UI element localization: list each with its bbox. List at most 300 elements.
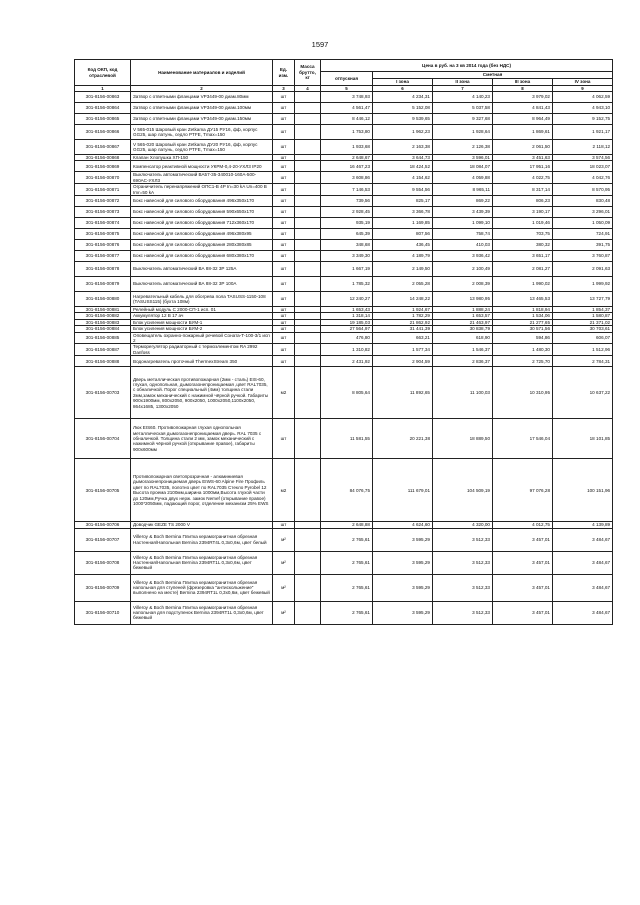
cell-z4: 18 023,07 [553,161,613,172]
cell-z3: 30 571,56 [493,326,553,332]
cell-z2: 4 140,23 [433,92,493,103]
table-row [75,344,613,356]
table-row [75,367,613,419]
table-row [75,459,613,522]
cell-code: 301-8156-00880 [75,292,131,307]
cell-z3: 3 979,02 [493,92,553,103]
cell-z4: 21 371,02 [553,319,613,325]
cell-release: 739,56 [321,196,373,207]
cell-z2: 3 596,01 [433,155,493,161]
cell-z2: 3 512,33 [433,551,493,574]
cell-z3: 806,23 [493,196,553,207]
cell-name: Бокс навесной для силового оборудования 712х360х170 [131,218,273,229]
cell-z3: 1 534,06 [493,313,553,319]
cell-release: 2 648,67 [321,155,373,161]
col-header-code: Код ОКП, код отраслевой [75,60,131,86]
col-header-name: Наименование материалов и изделий [131,60,273,86]
cell-z2: 3 512,33 [433,574,493,601]
cell-name: Выключатель автоматический ВА 88-32 3Р 125А [131,262,273,277]
cell-z3: 3 457,01 [493,528,553,551]
column-number: 9 [553,86,613,92]
cell-release: 2 928,45 [321,207,373,218]
cell-release: 348,68 [321,240,373,251]
cell-code: 301-8156-00865 [75,114,131,125]
cell-mass [295,114,321,125]
cell-z4: 1 512,96 [553,344,613,356]
cell-z2: 9 327,68 [433,114,493,125]
cell-unit: шт [273,307,295,313]
table-row [75,196,613,207]
cell-z3: 97 076,28 [493,459,553,522]
cell-z2: 1 928,64 [433,125,493,140]
cell-mass [295,218,321,229]
cell-z2: 13 980,95 [433,292,493,307]
cell-z2: 104 509,19 [433,459,493,522]
cell-z4: 724,91 [553,229,613,240]
col-header-zone3: III зона [493,79,553,86]
cell-z1: 3 644,73 [373,155,433,161]
cell-z3: 2 061,50 [493,140,553,155]
cell-z1: 3 366,78 [373,207,433,218]
cell-z4: 3 296,01 [553,207,613,218]
table-row [75,332,613,344]
cell-name: V 565-015 Шаровый кран Zetkama ДУ15 PУ16, фф, корпус GG25, шар латунь, седло PTFE, Tmax=150 [131,125,273,140]
cell-z3: 3 190,17 [493,207,553,218]
cell-z1: 2 163,38 [373,140,433,155]
cell-unit: шт [273,140,295,155]
cell-mass [295,196,321,207]
cell-z3: 703,75 [493,229,553,240]
cell-mass [295,125,321,140]
price-table [74,59,613,625]
cell-z3: 4 012,75 [493,522,553,528]
cell-mass [295,184,321,196]
cell-z1: 1 577,34 [373,344,433,356]
cell-release: 27 564,97 [321,326,373,332]
cell-z1: 20 221,38 [373,419,433,459]
cell-code: 301-8156-00881 [75,307,131,313]
cell-release: 3 748,93 [321,92,373,103]
table-row [75,551,613,574]
cell-z3: 8 317,14 [493,184,553,196]
cell-z4: 8 570,95 [553,184,613,196]
cell-z2: 1 888,24 [433,307,493,313]
cell-unit: шт [273,326,295,332]
cell-unit: шт [273,277,295,292]
column-number: 4 [295,86,321,92]
cell-z3: 4 841,43 [493,103,553,114]
cell-unit: м² [273,551,295,574]
cell-name: Терморегулятор радиаторный с термоэлементом RA 2992 Danfoss [131,344,273,356]
table-row [75,140,613,155]
cell-z1: 111 679,01 [373,459,433,522]
table-row [75,207,613,218]
cell-name: Бокс навесной для силового оборудования 280х380х85 [131,240,273,251]
cell-unit: шт [273,125,295,140]
table-row [75,601,613,624]
cell-z3: 10 310,95 [493,367,553,419]
cell-release: 2 765,61 [321,528,373,551]
cell-z4: 606,07 [553,332,613,344]
cell-release: 2 765,61 [321,551,373,574]
cell-name: Затвор с ответными фланцами VP3449-00 диам.150мм [131,114,273,125]
cell-unit: шт [273,184,295,196]
cell-name: V 565-020 Шаровый кран Zetkama ДУ20 PУ16, фф, корпус GG25, шар латунь, седло PTFE, Tmax=150 [131,140,273,155]
cell-release: 3 608,86 [321,172,373,184]
cell-release: 1 933,68 [321,140,373,155]
cell-release: 476,80 [321,332,373,344]
col-header-price: Цена в руб. на 3 кв 2014 года (без НДС) [321,60,613,72]
cell-release: 1 667,19 [321,262,373,277]
cell-z2: 11 100,03 [433,367,493,419]
cell-z2: 1 546,37 [433,344,493,356]
cell-code: 301-8156-00863 [75,92,131,103]
cell-name: Villeroy & Boch Bernina Плитка керамогранитная обрезная Настенная/Напольная Bernina 2394RT1L 0,3х0,6м, цвет бежевый [131,551,273,574]
cell-release: 16 467,23 [321,161,373,172]
cell-unit: шт [273,161,295,172]
table-row [75,161,613,172]
cell-mass [295,367,321,419]
cell-z1: 3 595,29 [373,574,433,601]
cell-z3: 1 480,30 [493,344,553,356]
table-row [75,184,613,196]
cell-release: 1 753,80 [321,125,373,140]
cell-z4: 13 727,79 [553,292,613,307]
cell-z2: 2 836,37 [433,356,493,367]
cell-mass [295,344,321,356]
cell-z4: 1 854,37 [553,307,613,313]
table-body [75,86,613,625]
cell-z4: 4 062,59 [553,92,613,103]
cell-code: 301-8156-00867 [75,140,131,155]
cell-mass [295,551,321,574]
cell-z3: 3 457,01 [493,601,553,624]
cell-code: 301-8156-00884 [75,326,131,332]
cell-code: 301-8156-00710 [75,601,131,624]
cell-z1: 3 595,29 [373,551,433,574]
cell-z2: 618,90 [433,332,493,344]
cell-code: 301-8156-00873 [75,207,131,218]
col-header-zone4: IV зона [553,79,613,86]
cell-code: 301-8156-00705 [75,459,131,522]
cell-z1: 14 248,22 [373,292,433,307]
cell-mass [295,229,321,240]
cell-release: 1 653,43 [321,307,373,313]
cell-z2: 21 463,97 [433,319,493,325]
cell-name: Villeroy & Boch Bernina Плитка керамогранитная обрезная Настенная/Напольная Bernina 2394RT4L 0,3х0,6м, цвет белый [131,528,273,551]
cell-z2: 30 838,79 [433,326,493,332]
cell-z1: 2 149,50 [373,262,433,277]
cell-code: 301-8156-00870 [75,172,131,184]
cell-name: Клапан Хлопушка ХП-150 [131,155,273,161]
cell-z1: 5 152,08 [373,103,433,114]
cell-z1: 21 862,92 [373,319,433,325]
cell-code: 301-8156-00708 [75,551,131,574]
cell-unit: шт [273,114,295,125]
cell-z3: 3 451,63 [493,155,553,161]
cell-z3: 13 465,53 [493,292,553,307]
cell-mass [295,574,321,601]
cell-unit: шт [273,313,295,319]
table-row [75,92,613,103]
cell-z1: 663,21 [373,332,433,344]
cell-z2: 4 320,00 [433,522,493,528]
page-number: 1597 [311,40,329,49]
cell-z1: 9 539,65 [373,114,433,125]
cell-z1: 18 424,52 [373,161,433,172]
cell-z4: 4 042,76 [553,172,613,184]
table-row [75,103,613,114]
cell-release: 11 581,55 [321,419,373,459]
cell-unit: шт [273,92,295,103]
cell-z2: 1 099,10 [433,218,493,229]
cell-mass [295,140,321,155]
column-number: 3 [273,86,295,92]
cell-unit: м2 [273,367,295,419]
cell-name: Компенсатор реактивной мощности УКРМ-0,4-20-УХЛ3 IP20 [131,161,273,172]
cell-z3: 594,86 [493,332,553,344]
cell-name: Villeroy & Boch Bernina Плитка керамогранитная обрезная напольная для подступенок Bernina 2394RT1L 0,3х0,6м, цвет бежевый [131,601,273,624]
cell-unit: шт [273,251,295,262]
cell-mass [295,419,321,459]
cell-name: Водонагреватель проточный ThermexStream 350 [131,356,273,367]
table-row [75,114,613,125]
cell-z4: 9 152,75 [553,114,613,125]
cell-name: Блок усиления мощности БУМ-2 [131,326,273,332]
cell-release: 84 076,75 [321,459,373,522]
cell-z4: 1 999,92 [553,277,613,292]
cell-z4: 2 118,12 [553,140,613,155]
table-row [75,251,613,262]
cell-name: Бокс навесной для силового оборудования 680х380х170 [131,251,273,262]
col-header-release: отпускная [321,72,373,86]
cell-code: 301-8156-00885 [75,332,131,344]
cell-release: 935,19 [321,218,373,229]
cell-z3: 3 457,01 [493,551,553,574]
cell-unit: шт [273,218,295,229]
cell-mass [295,292,321,307]
cell-z4: 830,48 [553,196,613,207]
cell-mass [295,103,321,114]
cell-code: 301-8156-00871 [75,184,131,196]
cell-z4: 30 703,61 [553,326,613,332]
cell-unit: шт [273,344,295,356]
cell-release: 12 240,27 [321,292,373,307]
cell-name: Нагревательный кабель для обогрева пола TASUSS-1150-108 (TASUSS115) (бухта 108м) [131,292,273,307]
cell-z3: 2 081,27 [493,262,553,277]
cell-z3: 17 951,16 [493,161,553,172]
cell-name: Затвор с ответными фланцами VP3449-00 диам.100мм [131,103,273,114]
cell-name: Бокс навесной для силового оборудования 496х380х95 [131,229,273,240]
cell-z2: 2 008,39 [433,277,493,292]
cell-mass [295,601,321,624]
col-header-zone1: I зона [373,79,433,86]
table-row [75,419,613,459]
cell-unit: м² [273,574,295,601]
cell-z1: 11 892,65 [373,367,433,419]
cell-z3: 380,32 [493,240,553,251]
cell-release: 2 431,92 [321,356,373,367]
col-header-estimate: Сметная [373,72,613,79]
cell-unit: шт [273,332,295,344]
cell-release: 19 185,03 [321,319,373,325]
cell-z2: 8 965,11 [433,184,493,196]
cell-z4: 18 101,85 [553,419,613,459]
column-number: 6 [373,86,433,92]
cell-z3: 1 869,61 [493,125,553,140]
cell-mass [295,528,321,551]
col-header-mass: Масса брутто, кг [295,60,321,86]
cell-z1: 4 189,79 [373,251,433,262]
cell-unit: шт [273,319,295,325]
cell-name: Релейный модуль С 2000-СП-1 исп. 01 [131,307,273,313]
cell-code: 301-8156-00878 [75,262,131,277]
cell-code: 301-8156-00887 [75,344,131,356]
cell-code: 301-8156-00703 [75,367,131,419]
cell-z2: 18 084,07 [433,161,493,172]
cell-code: 301-8156-00874 [75,218,131,229]
cell-unit: шт [273,172,295,184]
cell-name: Дверь металлическая противопожарная (2мм - сталь) EIS-60, глухая, однопольная, дымогазонепроницаемая ,цвет RAL7035, с обналичкой. Порог специальный (4мм) толщина стали 2мм,замок механический с нажимной чёрной ручкой. Габариты 900х1900мм, 800х2050, 900х2050, 1000х2050,1100х2050, 864х1685, 1300х2050 [131,367,273,419]
table-row [75,218,613,229]
cell-z4: 1 050,09 [553,218,613,229]
cell-z2: 3 512,33 [433,601,493,624]
cell-unit: шт [273,292,295,307]
cell-z2: 2 100,49 [433,262,493,277]
cell-mass [295,240,321,251]
cell-release: 1 785,32 [321,277,373,292]
cell-z3: 3 651,17 [493,251,553,262]
cell-z4: 2 784,31 [553,356,613,367]
table-row [75,172,613,184]
cell-code: 301-8156-00876 [75,240,131,251]
cell-z1: 3 595,29 [373,528,433,551]
cell-z1: 1 169,85 [373,218,433,229]
cell-code: 301-8156-00888 [75,356,131,367]
cell-unit: шт [273,240,295,251]
cell-name: Ограничитель перенапряжений ОПС1-В 4Р In=30 kA Un=400 В Imr=50 kA [131,184,273,196]
cell-z3: 1 019,46 [493,218,553,229]
cell-unit: м² [273,601,295,624]
cell-mass [295,262,321,277]
cell-code: 301-8156-00877 [75,251,131,262]
cell-code: 301-8156-00706 [75,522,131,528]
table-row [75,125,613,140]
cell-z4: 4 139,89 [553,522,613,528]
cell-z2: 1 653,57 [433,313,493,319]
table-row [75,292,613,307]
cell-z1: 807,56 [373,229,433,240]
cell-z2: 3 512,33 [433,528,493,551]
cell-code: 301-8156-00866 [75,125,131,140]
cell-release: 4 561,47 [321,103,373,114]
cell-z1: 825,17 [373,196,433,207]
table-row [75,528,613,551]
cell-code: 301-8156-00704 [75,419,131,459]
cell-name: Оповещатель охранно-пожарный речевой Соната-Т-100-3/1 исп 2 [131,332,273,344]
cell-z2: 4 059,88 [433,172,493,184]
cell-code: 301-8156-00879 [75,277,131,292]
cell-z4: 3 760,87 [553,251,613,262]
cell-z4: 3 484,67 [553,551,613,574]
cell-z1: 4 154,62 [373,172,433,184]
cell-z4: 4 943,10 [553,103,613,114]
cell-z2: 18 889,50 [433,419,493,459]
cell-code: 301-8156-00709 [75,574,131,601]
cell-z1: 1 962,23 [373,125,433,140]
table-row [75,262,613,277]
cell-z3: 1 818,94 [493,307,553,313]
cell-name: Противопожарная светопрозрачная - алюминиевая дымогазонепроницаемая дверь EIWS-60 Alpine Fire Профиль цвет по RAL7035, полотно цвет по RAL7035 Стекло Pyrobel 12 Высота проема 2100мм,ширина 1000мм,Высота глухой части до 120мм,Ручка двух нерж. замок Nemef (открывание правое) 1000*2050мм, падающий порог, отделение механизм 25% EWS [131,459,273,522]
cell-name: Выключатель автоматический ВА57-35-340010-160А-500-690АС-УХЛ3 [131,172,273,184]
cell-z2: 5 037,58 [433,103,493,114]
cell-code: 301-8156-00882 [75,313,131,319]
cell-z2: 869,22 [433,196,493,207]
cell-z4: 10 637,22 [553,367,613,419]
column-number: 7 [433,86,493,92]
table-row [75,240,613,251]
cell-z3: 4 022,75 [493,172,553,184]
column-number: 5 [321,86,373,92]
cell-z2: 758,74 [433,229,493,240]
cell-code: 301-8156-00869 [75,161,131,172]
cell-unit: шт [273,103,295,114]
cell-mass [295,251,321,262]
cell-unit: шт [273,262,295,277]
cell-code: 301-8156-00875 [75,229,131,240]
cell-unit: шт [273,356,295,367]
cell-release: 2 765,61 [321,574,373,601]
cell-z4: 1 921,17 [553,125,613,140]
col-header-zone2: II зона [433,79,493,86]
cell-z1: 4 624,60 [373,522,433,528]
cell-mass [295,356,321,367]
cell-z3: 3 457,01 [493,574,553,601]
cell-release: 8 805,64 [321,367,373,419]
cell-release: 7 146,53 [321,184,373,196]
cell-z3: 2 725,70 [493,356,553,367]
cell-z4: 3 484,67 [553,528,613,551]
cell-name: Блок усиления мощности БУМ-1 [131,319,273,325]
cell-z3: 8 964,49 [493,114,553,125]
cell-z4: 100 151,96 [553,459,613,522]
cell-mass [295,161,321,172]
cell-name: Доводчик GEZE TS 2000 V [131,522,273,528]
cell-z1: 4 234,31 [373,92,433,103]
cell-name: Villeroy & Boch Bernina Плитка керамогранитная обрезная напольная для ступеней (фрезеровка "антискольжение" выполнено на месте) Bernina 2394RT1L 0,3х0,6м, цвет бежевый [131,574,273,601]
cell-mass [295,207,321,218]
cell-z2: 3 936,42 [433,251,493,262]
column-number: 2 [131,86,273,92]
cell-release: 1 318,14 [321,313,373,319]
col-header-unit: Ед. изм. [273,60,295,86]
cell-mass [295,92,321,103]
cell-unit: шт [273,419,295,459]
cell-release: 8 446,12 [321,114,373,125]
cell-release: 3 349,30 [321,251,373,262]
cell-z3: 1 990,02 [493,277,553,292]
cell-release: 1 310,82 [321,344,373,356]
table-row [75,277,613,292]
cell-name: Выключатель автоматический ВА 88-32 3Р 100А [131,277,273,292]
cell-unit: шт [273,196,295,207]
cell-name: Бокс навесной для силового оборудования 590х650х170 [131,207,273,218]
cell-code: 301-8156-00868 [75,155,131,161]
cell-name: Бокс навесной для силового оборудования 496х350х170 [131,196,273,207]
cell-release: 2 648,88 [321,522,373,528]
cell-mass [295,172,321,184]
cell-z1: 2 904,59 [373,356,433,367]
